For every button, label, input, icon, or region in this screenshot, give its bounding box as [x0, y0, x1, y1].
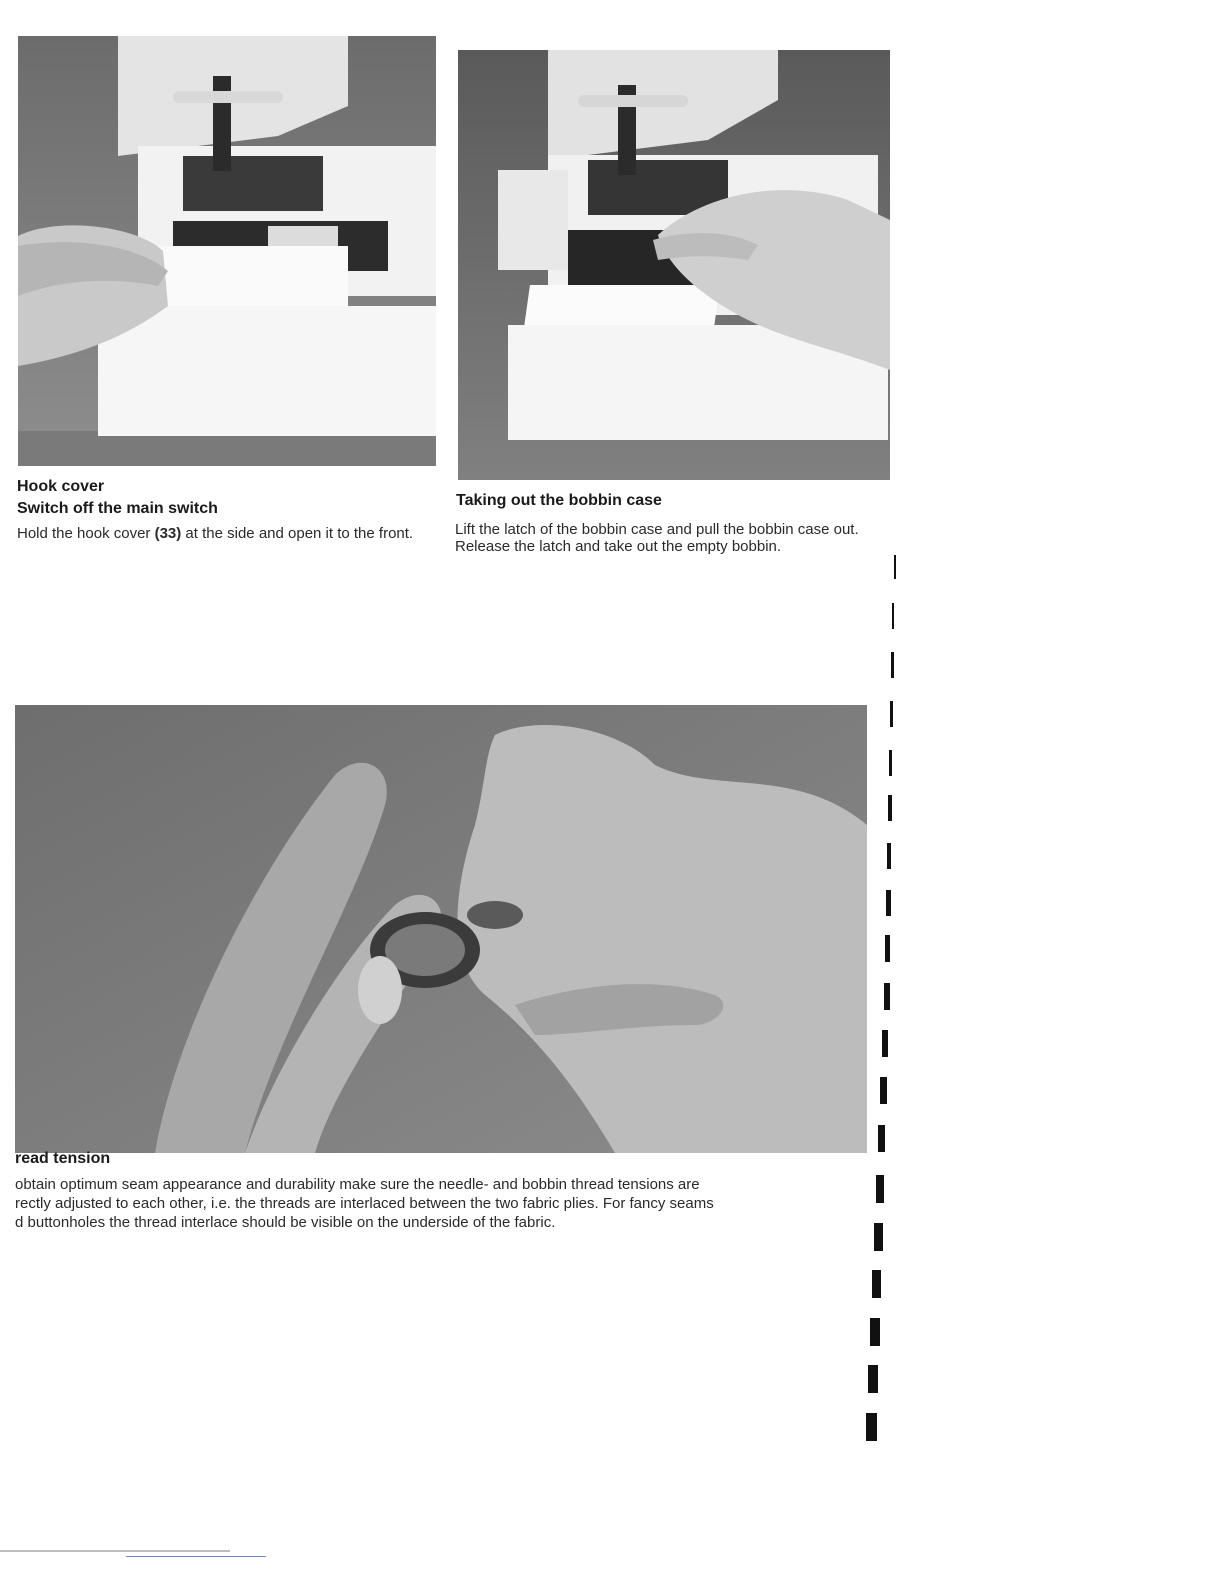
binding-mark	[884, 983, 890, 1010]
hook-cover-text-before: Hold the hook cover	[17, 525, 155, 542]
binding-mark	[872, 1270, 881, 1298]
binding-mark	[891, 652, 894, 678]
thread-tension-photo-image	[15, 705, 867, 1153]
binding-mark	[870, 1318, 880, 1346]
binding-mark	[889, 750, 892, 776]
bobbin-case-instructions: Lift the latch of the bobbin case and pull the bobbin case out. Release the latch and take out the empty bobbin.	[455, 521, 859, 555]
binding-mark	[878, 1125, 885, 1152]
thread-tension-line-2: rectly adjusted to each other, i.e. the threads are interlaced between the two fabric plies. For fancy seams	[15, 1195, 714, 1212]
binding-mark	[886, 890, 891, 916]
scan-edge-line	[0, 1550, 230, 1552]
footer-rule	[126, 1556, 266, 1557]
binding-mark	[866, 1413, 877, 1441]
thread-tension-line-1: obtain optimum seam appearance and durability make sure the needle- and bobbin thread tensions are	[15, 1176, 700, 1193]
binding-mark	[874, 1223, 883, 1251]
binding-mark	[885, 935, 890, 962]
hook-cover-title: Hook cover	[17, 478, 105, 495]
bobbin-case-title: Taking out the bobbin case	[456, 492, 662, 509]
hook-cover-instructions	[17, 525, 417, 542]
bobbin-case-photo-image	[458, 50, 890, 480]
binding-mark	[892, 603, 894, 629]
binding-mark	[888, 795, 892, 821]
binding-mark	[880, 1077, 887, 1104]
binding-mark	[868, 1365, 878, 1393]
hook-cover-ref: (33)	[154, 525, 182, 542]
hook-cover-subtitle: Switch off the main switch	[17, 500, 218, 517]
hook-cover-text-after: at the side and open it to the front.	[181, 525, 414, 542]
hook-cover-photo	[18, 36, 436, 466]
binding-mark	[887, 843, 891, 869]
thread-tension-title: read tension	[15, 1150, 111, 1167]
binding-mark	[882, 1030, 888, 1057]
thread-tension-line-3: d buttonholes the thread interlace should be visible on the underside of the fabric.	[15, 1214, 556, 1231]
binding-mark	[894, 555, 896, 579]
thread-tension-photo	[15, 705, 867, 1153]
binding-mark	[876, 1175, 884, 1203]
hook-cover-photo-image	[18, 36, 436, 466]
bobbin-case-photo	[458, 50, 890, 480]
binding-mark	[890, 701, 893, 727]
spiral-binding-marks	[866, 555, 906, 1445]
